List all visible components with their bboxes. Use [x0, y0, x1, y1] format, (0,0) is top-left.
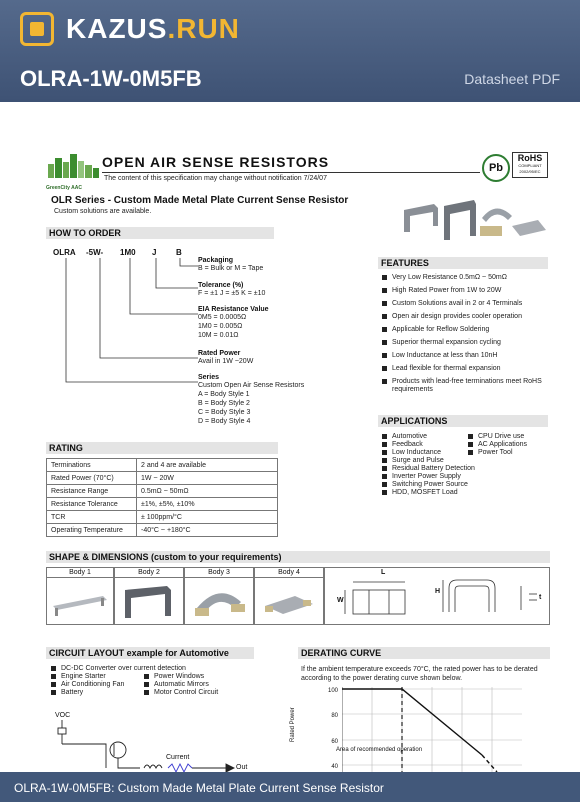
body-style-2 — [114, 567, 184, 625]
applications-header: APPLICATIONS — [378, 415, 548, 427]
applications-col1 — [382, 433, 482, 497]
bullet-icon — [51, 690, 56, 695]
application-text: Power Tool — [478, 449, 513, 456]
bullet-icon — [382, 353, 387, 358]
rohs-text: RoHS — [517, 153, 543, 163]
bullet-icon — [382, 466, 387, 471]
list-item — [382, 441, 482, 449]
resistance-line: 0M5 = 0.0005Ω — [198, 314, 247, 321]
table-cell: Resistance Range — [47, 485, 137, 498]
bullet-icon — [382, 490, 387, 495]
resistance-label: EIA Resistance Value — [198, 306, 269, 313]
table-row — [47, 459, 278, 472]
list-item — [382, 457, 482, 465]
bullet-icon — [468, 442, 473, 447]
code-series: OLRA — [53, 248, 76, 257]
code-resistance: 1M0 — [120, 248, 136, 257]
table-cell: 1W ~ 20W — [137, 472, 278, 485]
feature-text: Low Inductance at less than 10nH — [392, 352, 498, 359]
feature-text: High Rated Power from 1W to 20W — [392, 287, 502, 294]
resistance-line: 10M = 0.01Ω — [198, 332, 239, 339]
body-1-drawing — [47, 578, 113, 624]
rohs-sub: COMPLIANT — [518, 163, 542, 168]
y-tick-label: 100 — [327, 688, 338, 694]
bullet-icon — [468, 450, 473, 455]
bullet-icon — [382, 442, 387, 447]
feature-text: Superior thermal expansion cycling — [392, 339, 501, 346]
bullet-icon — [382, 327, 387, 332]
circuit-col2 — [144, 673, 254, 697]
bullet-icon — [382, 379, 387, 384]
page-title: OLRA-1W-0M5FB — [20, 66, 202, 91]
list-item — [468, 441, 548, 449]
table-cell: 2 and 4 are available — [137, 459, 278, 472]
circuit-text: Motor Control Circuit — [154, 689, 219, 696]
shape-dimensions-header: SHAPE & DIMENSIONS (custom to your requirements) — [46, 551, 550, 563]
list-item — [382, 287, 548, 300]
circuit-text: DC-DC Converter over current detection — [61, 665, 186, 672]
table-cell: ±1%, ±5%, ±10% — [137, 498, 278, 511]
table-cell: ± 100ppm/°C — [137, 511, 278, 524]
application-text: Residual Battery Detection — [392, 465, 475, 472]
company-logo-text: GreenCity AAC — [46, 185, 82, 191]
list-item — [382, 449, 482, 457]
list-item — [51, 689, 151, 697]
dim-width-label: W — [337, 597, 344, 604]
list-item — [382, 481, 482, 489]
bullet-icon — [382, 482, 387, 487]
series-line: D = Body Style 4 — [198, 418, 251, 425]
product-photo — [400, 196, 550, 252]
derating-ylabel: Rated Power — [290, 707, 296, 742]
current-label: Current — [166, 754, 190, 761]
circuit-text: Air Conditioning Fan — [61, 681, 125, 688]
list-item — [382, 473, 482, 481]
bullet-icon — [51, 682, 56, 687]
code-tolerance: J — [152, 248, 157, 257]
series-line: C = Body Style 3 — [198, 409, 251, 416]
order-field-resistance — [198, 306, 368, 340]
bullet-icon — [382, 301, 387, 306]
table-row — [47, 485, 278, 498]
footer-bar — [0, 772, 580, 802]
voc-label: VOC — [55, 712, 71, 719]
dim-length-label: L — [381, 569, 386, 576]
datasheet-pdf-label: Datasheet PDF — [464, 71, 560, 87]
pb-free-badge — [482, 154, 510, 182]
table-cell: 0.5mΩ ~ 50mΩ — [137, 485, 278, 498]
body-style-1 — [46, 567, 114, 625]
document-heading: OPEN AIR SENSE RESISTORS — [102, 154, 330, 170]
bullet-icon — [382, 366, 387, 371]
application-text: Low Inductance — [392, 449, 442, 456]
application-text: Inverter Power Supply — [392, 473, 461, 480]
brand-accent: .RUN — [167, 13, 240, 44]
y-tick-label: 60 — [331, 739, 338, 745]
footer-text: OLRA-1W-0M5FB: Custom Made Metal Plate Current Sense Resistor — [14, 781, 384, 795]
list-item — [144, 689, 254, 697]
list-item — [382, 339, 548, 352]
list-item — [144, 673, 254, 681]
y-tick-label: 80 — [331, 713, 338, 719]
how-to-order-header: HOW TO ORDER — [46, 227, 274, 239]
table-cell: Terminations — [47, 459, 137, 472]
body-style-3 — [184, 567, 254, 625]
code-power: -5W- — [86, 248, 104, 257]
bullet-icon — [382, 458, 387, 463]
body-label: Body 4 — [255, 568, 323, 578]
site-logo[interactable] — [20, 12, 240, 46]
dim-height-label: H — [435, 588, 441, 595]
table-row — [47, 498, 278, 511]
series-line: Custom Open Air Sense Resistors — [198, 382, 305, 389]
feature-text: Open air design provides cooler operation — [392, 313, 522, 320]
bullet-icon — [51, 666, 56, 671]
applications-col2 — [468, 433, 548, 457]
bullet-icon — [144, 674, 149, 679]
code-packaging: B — [176, 248, 182, 257]
list-item — [382, 300, 548, 313]
application-text: Switching Power Source — [392, 481, 468, 488]
body-2-drawing — [115, 578, 183, 624]
chip-icon — [20, 12, 54, 46]
datasheet-document — [0, 102, 580, 772]
circuit-text: Engine Starter — [61, 673, 106, 680]
dim-thickness-label: t — [539, 594, 542, 601]
feature-text: Custom Solutions avail in 2 or 4 Terminals — [392, 300, 523, 307]
resistance-line: 1M0 = 0.005Ω — [198, 323, 243, 330]
list-item — [382, 313, 548, 326]
list-item — [144, 681, 254, 689]
application-text: CPU Drive use — [478, 433, 525, 440]
body-label: Body 3 — [185, 568, 253, 578]
circuit-schematic — [56, 720, 246, 772]
power-label: Rated Power — [198, 350, 241, 357]
table-row — [47, 472, 278, 485]
derating-chart — [342, 687, 522, 772]
list-item — [51, 665, 186, 673]
body-label: Body 2 — [115, 568, 183, 578]
table-cell: TCR — [47, 511, 137, 524]
derating-description: If the ambient temperature exceeds 70°C, the rated power has to be derated according to the power derating curve shown below. — [301, 666, 538, 682]
site-header — [0, 0, 580, 102]
notice-text: The content of this specification may change without notification 7/24/07 — [104, 175, 327, 182]
city-skyline-icon — [46, 152, 102, 180]
bullet-icon — [51, 674, 56, 679]
dimension-diagram — [325, 568, 549, 624]
list-item — [468, 433, 548, 441]
pb-badge-text: Pb — [488, 162, 504, 174]
list-item — [382, 489, 482, 497]
company-logo — [46, 152, 102, 191]
rating-table — [46, 458, 278, 537]
body-3-drawing — [185, 578, 253, 624]
features-header: FEATURES — [378, 257, 548, 269]
dimension-drawing — [324, 567, 550, 625]
heading-rule — [102, 172, 480, 173]
feature-text: Very Low Resistance 0.5mΩ ~ 50mΩ — [392, 274, 507, 281]
circuit-text: Battery — [61, 689, 84, 696]
order-field-power — [198, 350, 368, 366]
order-field-packaging — [198, 257, 368, 273]
application-text: AC Applications — [478, 441, 528, 448]
y-tick-label: 40 — [331, 764, 338, 770]
circuit-text: Power Windows — [154, 673, 205, 680]
features-list — [382, 274, 548, 396]
application-text: Surge and Pulse — [392, 457, 444, 464]
application-text: Feedback — [392, 441, 423, 448]
tolerance-label: Tolerance (%) — [198, 282, 244, 289]
bullet-icon — [144, 682, 149, 687]
feature-text: Products with lead-free terminations meet RoHS requirements — [392, 378, 542, 393]
series-subtitle: Custom solutions are available. — [54, 208, 152, 215]
list-item — [382, 274, 548, 287]
application-text: HDD, MOSFET Load — [392, 489, 458, 496]
table-cell: Operating Temperature — [47, 524, 137, 537]
power-line: Avail in 1W ~20W — [198, 358, 254, 365]
bullet-icon — [382, 434, 387, 439]
series-line: A = Body Style 1 — [198, 391, 250, 398]
order-field-series — [198, 374, 368, 426]
bullet-icon — [468, 434, 473, 439]
rohs-badge — [512, 152, 548, 178]
rohs-code: 2002/95/EC — [519, 169, 541, 174]
table-cell: Rated Power (70°C) — [47, 472, 137, 485]
circuit-layout-header: CIRCUIT LAYOUT example for Automotive — [46, 647, 254, 659]
feature-text: Applicable for Reflow Soldering — [392, 326, 490, 333]
list-item — [51, 681, 151, 689]
series-label: Series — [198, 374, 220, 381]
list-item — [468, 449, 548, 457]
tolerance-line: F = ±1 J = ±5 K = ±10 — [198, 290, 266, 297]
table-row — [47, 511, 278, 524]
packaging-line: B = Bulk or M = Tape — [198, 265, 264, 272]
table-cell: -40°C ~ +180°C — [137, 524, 278, 537]
list-item — [51, 673, 151, 681]
list-item — [382, 378, 548, 396]
order-field-tolerance — [198, 282, 368, 298]
list-item — [382, 365, 548, 378]
application-text: Automotive — [392, 433, 428, 440]
out-label: Out — [236, 764, 248, 771]
table-row — [47, 524, 278, 537]
list-item — [382, 433, 482, 441]
site-logo-text — [66, 13, 240, 45]
list-item — [382, 352, 548, 365]
rating-header: RATING — [46, 442, 278, 454]
body-4-drawing — [255, 578, 323, 624]
series-title: OLR Series - Custom Made Metal Plate Current Sense Resistor — [51, 195, 349, 206]
bullet-icon — [382, 474, 387, 479]
body-label: Body 1 — [47, 568, 113, 578]
bullet-icon — [144, 690, 149, 695]
series-line: B = Body Style 2 — [198, 400, 250, 407]
derating-curve-header: DERATING CURVE — [298, 647, 550, 659]
bullet-icon — [382, 275, 387, 280]
bullet-icon — [382, 340, 387, 345]
bullet-icon — [382, 288, 387, 293]
order-code-leader-lines — [60, 258, 200, 384]
brand-main: KAZUS — [66, 13, 168, 44]
list-item — [382, 326, 548, 339]
packaging-label: Packaging — [198, 257, 234, 264]
table-cell: Resistance Tolerance — [47, 498, 137, 511]
list-item — [382, 465, 482, 473]
bullet-icon — [382, 450, 387, 455]
recommended-area-label: Area of recommended operation — [336, 747, 423, 753]
bullet-icon — [382, 314, 387, 319]
circuit-text: Automatic Mirrors — [154, 681, 209, 688]
feature-text: Lead flexible for thermal expansion — [392, 365, 501, 372]
body-style-4 — [254, 567, 324, 625]
